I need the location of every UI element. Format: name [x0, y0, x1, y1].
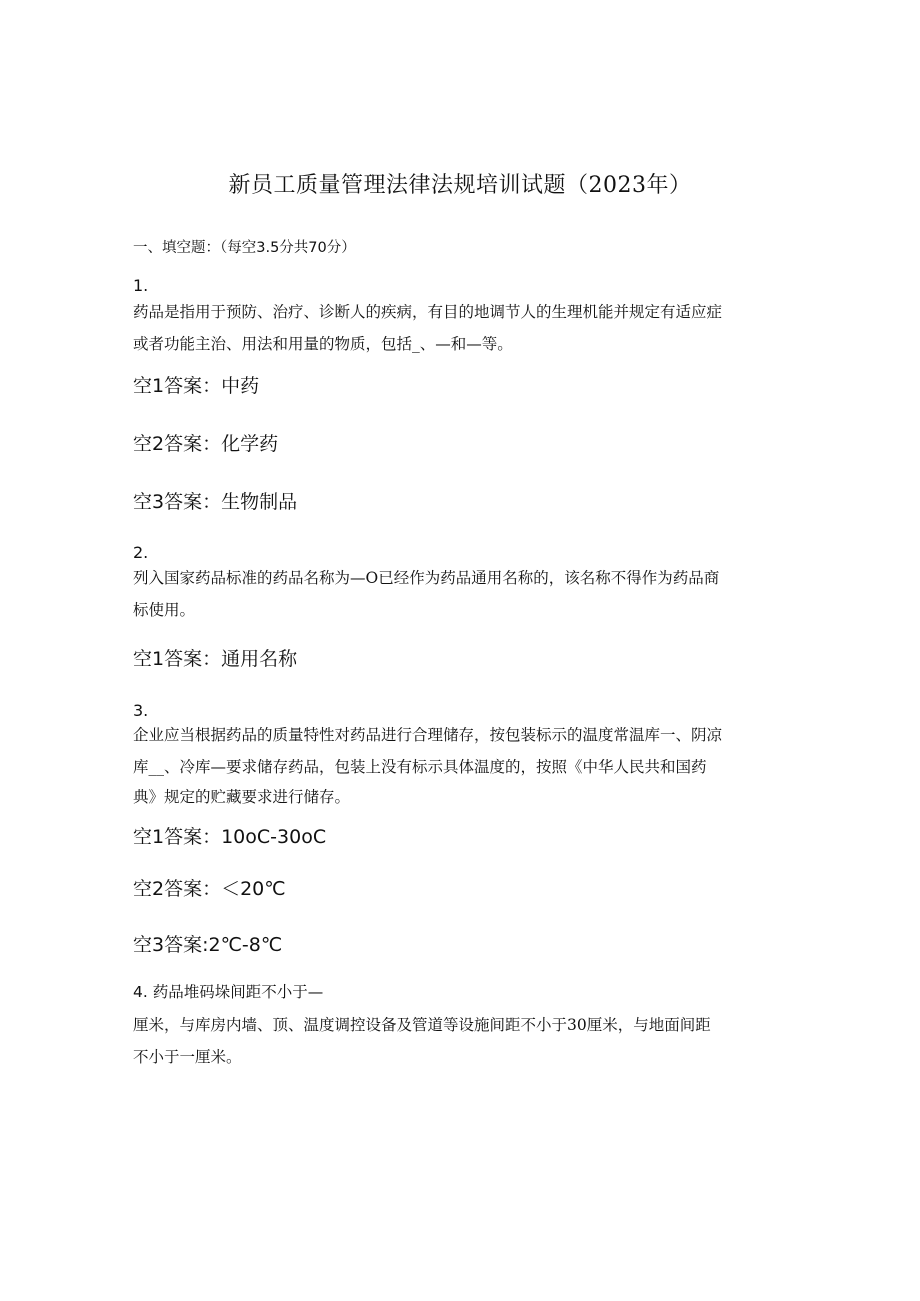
question-1-answer-2: 空2答案：化学药	[133, 433, 279, 455]
question-3-number: 3.	[133, 701, 149, 720]
question-3-answer-1: 空1答案：10oC-30oC	[133, 826, 327, 848]
question-2-number: 2.	[133, 543, 149, 562]
question-3-answer-2: 空2答案：＜20℃	[133, 878, 286, 900]
question-1-answer-1: 空1答案：中药	[133, 375, 260, 397]
question-4-text-line-2: 厘米，与库房内墙、顶、温度调控设备及管道等设施间距不小于30厘米，与地面间距	[133, 1016, 711, 1034]
question-1-text-line-1: 药品是指用于预防、治疗、诊断人的疾病，有目的地调节人的生理机能并规定有适应症	[133, 303, 723, 321]
question-1-text-line-2: 或者功能主治、用法和用量的物质，包括_、—和—等。	[133, 335, 513, 353]
section-heading: 一、填空题：（每空3.5分共70分）	[133, 240, 356, 256]
question-1-number: 1.	[133, 276, 149, 295]
question-1-answer-3: 空3答案：生物制品	[133, 491, 298, 513]
question-2-text-line-2: 标使用。	[133, 601, 196, 619]
question-4-text-line-3: 不小于一厘米。	[133, 1048, 242, 1066]
question-4-text-line-1: 4. 药品堆码垛间距不小于—	[133, 983, 324, 1001]
question-2-text-line-1: 列入国家药品标准的药品名称为—O已经作为药品通用名称的，该名称不得作为药品商	[133, 569, 720, 587]
question-3-answer-3: 空3答案:2℃-8℃	[133, 934, 283, 956]
question-3-text-line-2: 库__、冷库—要求储存药品，包装上没有标示具体温度的，按照《中华人民共和国药	[133, 758, 707, 776]
question-3-text-line-1: 企业应当根据药品的质量特性对药品进行合理储存，按包装标示的温度常温库一、阴凉	[133, 726, 723, 744]
question-3-text-line-3: 典》规定的贮藏要求进行储存。	[133, 788, 351, 806]
page-title: 新员工质量管理法律法规培训试题（2023年）	[228, 173, 692, 198]
question-2-answer-1: 空1答案：通用名称	[133, 648, 298, 670]
